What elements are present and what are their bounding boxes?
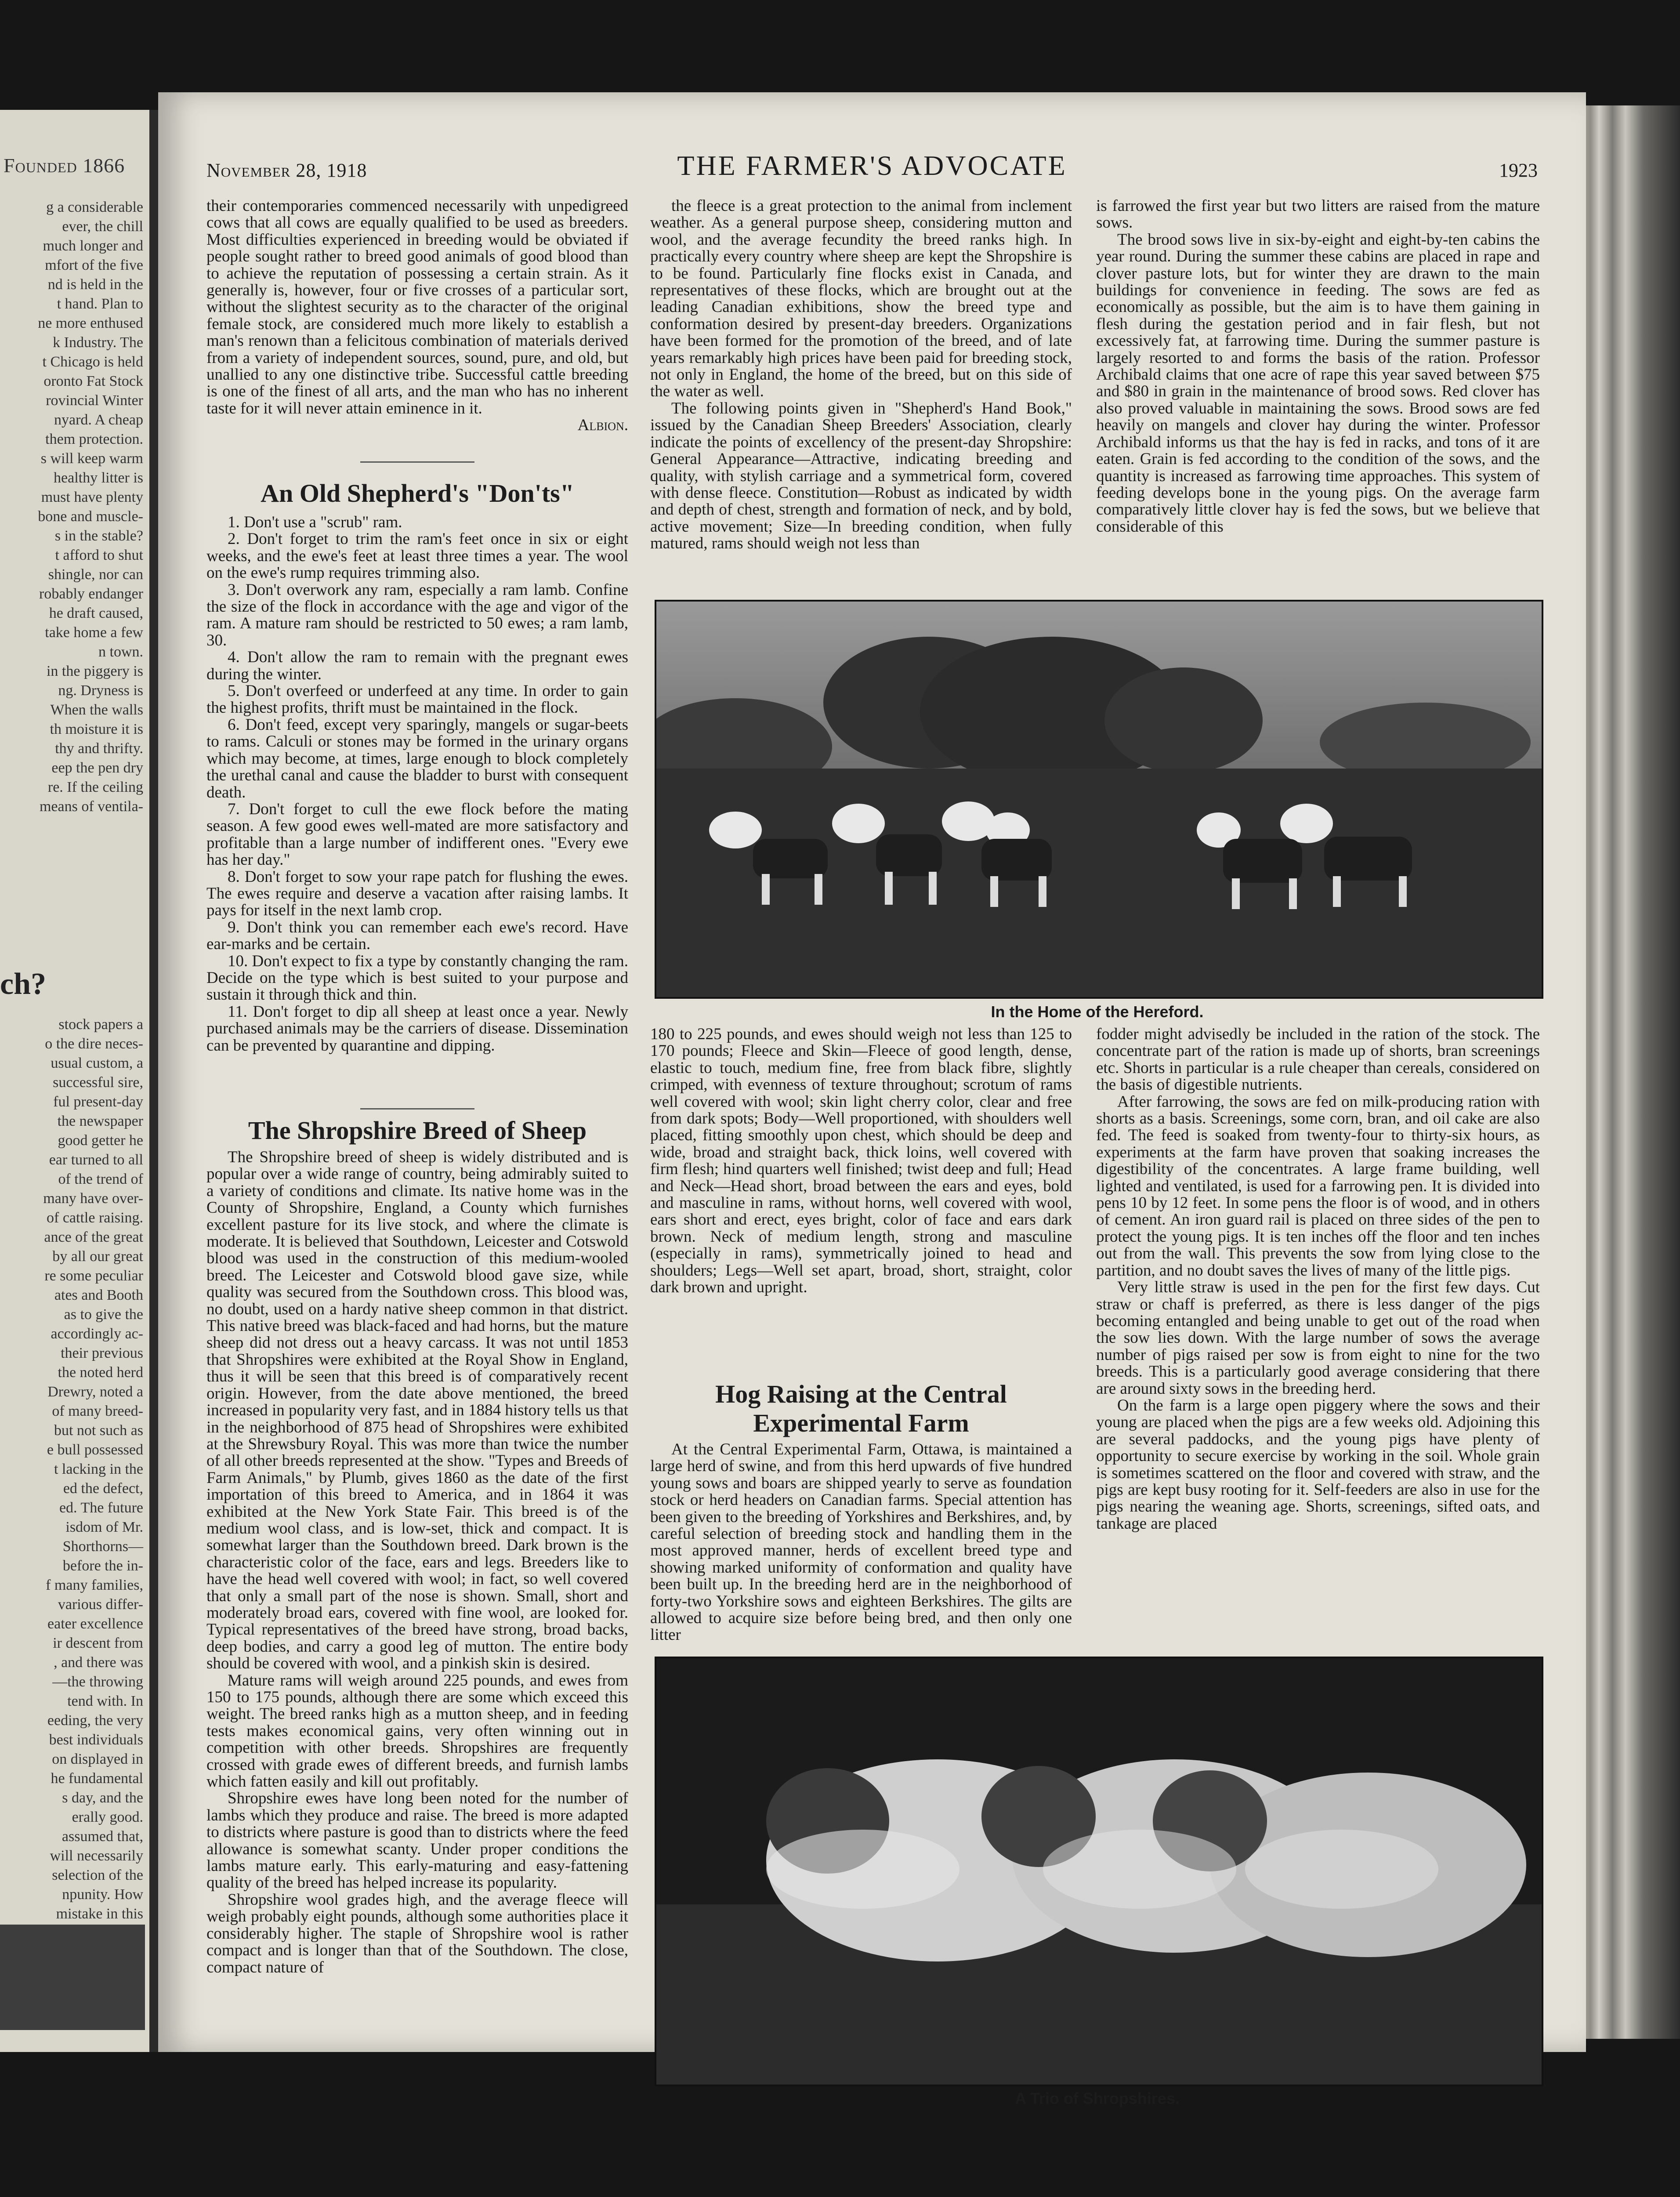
left-page-text-fragment: erally good.: [72, 1809, 143, 1825]
left-page-text-fragment: g a considerable: [46, 199, 143, 215]
column-2-paragraph: 180 to 225 pounds, and ewes should weigh not less than 125 to 170 pounds; Fleece and Skin—Fleece of good length, dense, elastic to touch, medium fine, free from black fibre, slightly crimped, with evenness of texture throughout; scrotum of rams well covered with wool; skin light cherry color, clear and free from dark spots; Body—Well proportioned, with shoulders well placed, fitting smoothly upon chest, which should be deep and wide, broad and straight back, thick loins, well covered with firm flesh; hind quarters well finished; twist deep and full; Head and Neck—Head short, broad between the ears and eyes, bold and masculine in rams, without horns, well covered with wool, ears short and erect, eyes bright, color of face and ears dark brown. Neck of medium length, strong and masculine (especially in rams), symmetrically joined to head and shoulders; Legs—Well set apart, broad, short, straight, color dark brown and upright.: [650, 1025, 1072, 1297]
left-page-text-fragment: will necessarily: [50, 1848, 143, 1864]
left-page-text-fragment: oronto Fat Stock: [43, 373, 143, 389]
column-2-top: [650, 198, 1072, 552]
running-header: [206, 149, 1538, 185]
left-page-heading: ch?: [0, 967, 46, 1001]
issue-date: November 28, 1918: [206, 160, 367, 181]
left-page-text-fragment: re. If the ceiling: [47, 779, 143, 795]
shropshire-paragraph: The Shropshire breed of sheep is widely distributed and is popular over a wide range of country, being admirably suited to a variety of conditions and climate. Its native home was in the County of Shropshire, England, a County which furnishes excellent pasture for its live stock, and where the climate is moderate. It is believed that Southdown, Leicester and Cotswold blood was used in the construction of this medium-wooled breed. The Leicester and Cotswold blood gave size, while quality was secured from the Southdown cross. This blood was, no doubt, used on a hardy native sheep common in that district. This native breed was black-faced and had horns, but the mature sheep did not dress out a heavy carcass. It was not until 1853 that Shropshires were exhibited at the Royal Show in England, thus it will be seen that this breed is of comparatively recent origin. However, from the date above mentioned, the breed increased in popularity very fast, and in 1884 history tells us that in the neighborhood of 875 head of Shropshires were exhibited at the Shrewsbury Royal. This was more than twice the number of all other breeds represented at the show. "Types and Breeds of Farm Animals," by Plumb, gives 1860 as the date of the first importation of this breed to America, and in 1864 it was exhibited at the New York State Fair. This breed is of the medium wool class, and is low-set, thick and compact. It is somewhat larger than the Southdown breed. Dark brown is the characteristic color of the face, ears and legs. Breeders like to have the head well covered with wool; in fact, so well covered that only a small part of the nose is shown. Small, short and moderately broad ears, covered with fine wool, are looked for. Typical representatives of the breed have strong, broad backs, deep bodies, and carry a good leg of mutton. The entire body should be covered with wool, and a pinkish skin is desired.: [206, 1148, 628, 1673]
left-page-text-fragment: eater excellence: [47, 1616, 143, 1632]
left-page-text-fragment: many have over-: [43, 1190, 143, 1207]
left-page-text-fragment: by all our great: [52, 1248, 143, 1265]
donts-list-item: 8. Don't forget to sow your rape patch for flushing the ewes. The ewes require and deserve a vacation after raising lambs. It pays for itself in the next lamb crop.: [206, 867, 628, 920]
left-page-text-fragment: nyard. A cheap: [54, 412, 143, 428]
left-page-text-fragment: he draft caused,: [49, 605, 143, 621]
hereford-photo-image: [656, 602, 1542, 997]
left-page-text-fragment: as to give the: [64, 1306, 143, 1323]
left-page-text-fragment: ir descent from: [53, 1635, 143, 1651]
donts-list: [206, 514, 628, 1054]
left-page-text-fragment: re some peculiar: [44, 1268, 143, 1284]
left-page-text-fragment: good getter he: [58, 1132, 143, 1149]
donts-heading: An Old Shepherd's "Don'ts": [261, 479, 574, 508]
column-3-middle: [1096, 1026, 1540, 1532]
left-page-text-fragment: —the throwing: [52, 1674, 143, 1690]
left-page-text-fragment: best individuals: [49, 1732, 143, 1748]
column-3-paragraph: The brood sows live in six-by-eight and eight-by-ten cabins the year round. During the summer these cabins are placed in rape and clover pasture lots, but for winter they are drawn to the main buildings for convenience in feeding. The sows are fed as economically as possible, but the aim is to have them gaining in flesh during the gestation period and in fair flesh, but not excessively fat, at farrowing time. During the summer pasture is largely resorted to and forms the basis of the ration. Professor Archibald claims that one acre of rape this year saved between $75 and $80 in grain in the maintenance of brood sows. Red clover has also proved valuable in maintaining the sows. Brood sows are fed heavily on mangels and clover hay during the winter. Professor Archibald informs us that the hay is fed in racks, and tons of it are eaten. Grain is fed according to the condition of the sows, and the quantity is increased as farrowing time approaches. This system of feeding develops bone in the young pigs. On the average farm comparatively little clover hay is fed the sows, but we believe that considerable of this: [1096, 230, 1540, 536]
left-page-text-fragment: ever, the chill: [62, 218, 143, 235]
donts-list-item: 4. Don't allow the ram to remain with the pregnant ewes during the winter.: [206, 648, 628, 683]
left-page-text-fragment: ed the defect,: [63, 1480, 143, 1497]
left-page-text-fragment: npunity. How: [62, 1886, 143, 1903]
left-facing-page: [0, 110, 160, 2052]
left-page-text-fragment: rovincial Winter: [46, 392, 143, 409]
left-page-text-fragment: n town.: [98, 644, 143, 660]
left-page-text-fragment: t hand. Plan to: [57, 296, 143, 312]
left-page-text-fragment: , and there was: [54, 1654, 143, 1671]
column-1-intro: [206, 198, 628, 434]
book-page-edges: [1577, 105, 1680, 2039]
shropshire-paragraph: Mature rams will weigh around 225 pounds, and ewes from 150 to 175 pounds, although there are some which exceed this weight. The breed ranks high as a mutton sheep, and in feeding tests makes economical gains, very often winning out in competition with other breeds. Shropshires are frequently crossed with grade ewes of different breeds, and furnish lambs which fatten easily and kill out profitably.: [206, 1671, 628, 1791]
left-page-text-fragment: ful present-day: [53, 1094, 143, 1110]
left-page-text-fragment: healthy litter is: [54, 470, 143, 486]
left-page-text-fragment: t afford to shut: [55, 547, 143, 563]
column-2-paragraph: The following points given in "Shepherd's Hand Book," issued by the Canadian Sheep Breeders' Association, clearly indicate the points of excellency of the present-day Shropshire: General Appearance—Attractive, indicating breeding and quality, with stylish carriage and a symmetrical form, covered with dense fleece. Constitution—Robust as indicated by width and depth of chest, strength and formation of neck, and by bold, active movement; Size—In breeding condition, when fully matured, rams should weigh not less than: [650, 399, 1072, 553]
column-3-paragraph: Very little straw is used in the pen for the first few days. Cut straw or chaff is preferred, as there is less danger of the pigs becoming entangled and being unable to get out of the road when the sow lies down. With the large number of sows the average number of pigs raised per sow is from eight to nine for the two breeds. This is a particularly good average considering that there are around sixty sows in the breeding herd.: [1096, 1278, 1540, 1398]
left-page-text-fragment: thy and thrifty.: [55, 740, 143, 757]
left-page-text-fragment: but not such as: [54, 1422, 143, 1439]
left-page-text-fragment: Shorthorns—: [62, 1538, 143, 1555]
left-page-text-fragment: bone and muscle-: [38, 508, 143, 525]
left-page-text-fragment: the newspaper: [57, 1113, 143, 1129]
column-3-paragraph: is farrowed the first year but two litters are raised from the mature sows.: [1096, 197, 1540, 232]
left-page-text-fragment: ne more enthused: [38, 315, 143, 331]
left-page-text-fragment: assumed that,: [62, 1828, 143, 1845]
left-page-text-fragment: shingle, nor can: [48, 566, 143, 583]
left-page-text-fragment: o the dire neces-: [45, 1036, 143, 1052]
left-page-text-fragment: of the trend of: [58, 1171, 143, 1187]
left-page-text-fragment: of cattle raising.: [47, 1210, 143, 1226]
donts-list-item: 5. Don't overfeed or underfeed at any time. In order to gain the highest profits, thrift must be maintained in the flock.: [206, 682, 628, 717]
left-page-text-fragment: f many families,: [46, 1577, 143, 1593]
left-page-text-fragment: means of ventila-: [39, 798, 143, 815]
column-3-top: [1096, 198, 1540, 535]
left-page-text-fragment: he fundamental: [51, 1770, 143, 1787]
signature: Albion.: [577, 416, 628, 435]
section-rule: [360, 461, 474, 463]
left-page-text-fragment: ed. The future: [59, 1500, 143, 1516]
left-page-photo: [0, 1925, 145, 2030]
donts-list-item: 3. Don't overwork any ram, especially a ram lamb. Confine the size of the flock in accordance with the age and vigor of the ram. A mature ram should be restricted to 50 ewes; a ram lamb, 30.: [206, 580, 628, 649]
left-page-text-fragment: nd is held in the: [47, 276, 143, 293]
hog-raising-paragraph: At the Central Experimental Farm, Ottawa, is maintained a large herd of swine, and from this herd upwards of five hundred young sows and boars are shipped yearly to serve as foundation stock or herd headers on Canadian farms. Special attention has been given to the breeding of Yorkshires and Berkshires, and, by careful selection of breeding stock and handling them in the most approved manner, herds of excellent breed type and showing marked uniformity of conformation and quality have been built up. In the breeding herd are in the neighborhood of forty-two Yorkshire sows and eighteen Berkshires. The gilts are allowed to acquire size before being bred, and then only one litter: [650, 1440, 1072, 1644]
left-page-text-fragment: s will keep warm: [40, 450, 143, 467]
hereford-photo: [655, 600, 1543, 999]
left-page-text-fragment: s in the stable?: [54, 528, 143, 544]
left-page-text-fragment: stock papers a: [58, 1016, 143, 1033]
left-page-text-fragment: k Industry. The: [53, 334, 143, 351]
hereford-photo-caption: In the Home of the Hereford.: [991, 1003, 1204, 1021]
donts-list-block: [206, 514, 628, 1054]
left-page-text-fragment: various differ-: [58, 1596, 143, 1613]
left-page-text-fragment: the noted herd: [58, 1364, 143, 1381]
donts-list-item: 10. Don't expect to fix a type by constantly changing the ram. Decide on the type which is best suited to your purpose and sustain it through thick and thin.: [206, 952, 628, 1004]
hog-raising-article: [650, 1441, 1072, 1644]
left-page-text-fragment: isdom of Mr.: [65, 1519, 143, 1535]
shropshire-paragraph: Shropshire ewes have long been noted for the number of lambs which they produce and raise. The breed is more adapted to districts where pasture is good than to districts where the feed allowance is somewhat scanty. Under proper conditions the lambs mature early. This early-maturing and easy-fattening quality of the breed has helped increase its popularity.: [206, 1789, 628, 1892]
shropshire-paragraph: Shropshire wool grades high, and the average fleece will weigh probably eight pounds, although some authorities place it considerably higher. The staple of Shropshire wool is rather compact and is longer than that of the Southdown. The close, compact nature of: [206, 1890, 628, 1976]
left-page-text-fragment: When the walls: [50, 702, 143, 718]
column-2-middle: [650, 1026, 1072, 1296]
hog-raising-heading: Hog Raising at the Central Experimental Farm: [715, 1380, 1007, 1437]
left-page-text-fragment: on displayed in: [52, 1751, 143, 1767]
left-page-text-fragment: e bull possessed: [47, 1442, 143, 1458]
left-page-text-fragment: take home a few: [45, 624, 143, 641]
left-page-text-fragment: tend with. In: [67, 1693, 143, 1709]
left-page-text-fragment: Drewry, noted a: [47, 1384, 143, 1400]
left-page-text-fragment: must have plenty: [41, 489, 143, 505]
left-page-header: Founded 1866: [4, 154, 125, 177]
donts-list-item: 2. Don't forget to trim the ram's feet once in six or eight weeks, and the ewe's feet at least three times a year. The wool on the ewe's rump requires trimming also.: [206, 530, 628, 582]
column-3-paragraph: After farrowing, the sows are fed on milk-producing ration with shorts as a basis. Screenings, some corn, bran, and oil cake are also fed. The feed is soaked from twenty-four to thirty-six hours, as experiments at the farm have proven that soaking increases the digestibility of the concentrates. A large frame building, well lighted and ventilated, is used for a farrowing pen. It is divided into pens 10 by 12 feet. In some pens the floor is of wood, and in others of cement. An iron guard rail is placed on three sides of the pen to protect the young pigs. It is ten inches off the floor and ten inches out from the wall. This prevents the sow from lying close to the partition, and no doubt saves the lives of many of the little pigs.: [1096, 1092, 1540, 1280]
left-page-text-fragment: of many breed-: [52, 1403, 143, 1419]
shropshires-photo-caption: A Trio of Shropshires.: [1015, 2089, 1180, 2107]
left-page-text-fragment: ng. Dryness is: [58, 682, 143, 699]
left-page-text-fragment: in the piggery is: [46, 663, 143, 679]
left-page-text-fragment: usual custom, a: [51, 1055, 143, 1071]
donts-list-item: 6. Don't feed, except very sparingly, mangels or sugar-beets to rams. Calculi or stones may be formed in the urinary organs which may become, at times, large enough to block completely the urethal canal and cause the bladder to burst with consequent death.: [206, 715, 628, 801]
left-page-text-fragment: ance of the great: [44, 1229, 143, 1245]
shropshire-article: [206, 1149, 628, 1976]
donts-list-item: 9. Don't think you can remember each ewe's record. Have ear-marks and be certain.: [206, 918, 628, 953]
left-page-text-fragment: eep the pen dry: [51, 760, 143, 776]
left-page-text-fragment: ear turned to all: [49, 1152, 143, 1168]
page-number: 1923: [1499, 160, 1538, 181]
left-page-text-fragment: before the in-: [62, 1558, 143, 1574]
left-page-text-fragment: mfort of the five: [45, 257, 143, 273]
left-page-text-fragment: mistake in this: [56, 1906, 143, 1922]
left-page-text-fragment: successful sire,: [53, 1074, 143, 1091]
column-3-paragraph: fodder might advisedly be included in the ration of the stock. The concentrate part of the ration is made up of shorts, bran screenings etc. Shorts in particular is a rule cheaper than cereals, considered on the basis of digestible nutrients.: [1096, 1025, 1540, 1094]
column-2-paragraph: the fleece is a great protection to the animal from inclement weather. As a general purpose sheep, considering mutton and wool, and the average fecundity the breed ranks high. In practically every country where sheep are kept the Shropshire is to be found. Particularly fine flocks exist in Canada, and representatives of these flocks, which are brought out at the leading Canadian exhibitions, show the breed type and conformation desired by present-day breeders. Organizations have been formed for the promotion of the breed, and of late years remarkably high prices have been paid for breeding stock, not only in England, the home of the breed, but on this side of the water as well.: [650, 197, 1072, 401]
shropshires-photo-image: [656, 1658, 1542, 2085]
intro-paragraph: their contemporaries commenced necessarily with unpedigreed cows that all cows are equally qualified to be used as breeders. Most difficulties experienced in breeding would be obviated if people sought rather to breed good animals of good blood than to achieve the reputation of possessing a certain strain. As it generally is, however, four or five crosses of a particular sort, without the slightest security as to the character of the original female stock, are considered much more likely to establish a man's renown than a felicitous combination of materials derived from a variety of independent sources, sound, pure, and old, but unallied to any one distinctive tribe. Successful cattle breeding is one of the finest of all arts, and the man who has no inherent taste for it will never attain eminence in it.: [206, 197, 628, 417]
left-page-text-fragment: eeding, the very: [47, 1712, 143, 1729]
left-page-text-fragment: much longer and: [43, 238, 143, 254]
left-page-text-fragment: th moisture it is: [50, 721, 143, 737]
shropshires-photo: [655, 1657, 1543, 2086]
left-page-text-fragment: them protection.: [45, 431, 143, 447]
left-page-text-fragment: selection of the: [52, 1867, 143, 1883]
shropshire-heading: The Shropshire Breed of Sheep: [248, 1116, 587, 1145]
left-page-text-fragment: their previous: [61, 1345, 143, 1361]
magazine-page: [158, 92, 1586, 2107]
left-page-text-fragment: s day, and the: [62, 1790, 143, 1806]
left-page-text-fragment: accordingly ac-: [51, 1326, 143, 1342]
donts-list-item: 1. Don't use a "scrub" ram.: [228, 513, 402, 531]
section-rule: [360, 1108, 474, 1109]
donts-list-item: 11. Don't forget to dip all sheep at least once a year. Newly purchased animals may be the carriers of disease. Dissemination can be prevented by quarantine and dipping.: [206, 1002, 628, 1055]
left-page-text-fragment: ates and Booth: [54, 1287, 143, 1303]
left-page-text-fragment: t lacking in the: [54, 1461, 143, 1477]
column-3-paragraph: On the farm is a large open piggery where the sows and their young are placed when the pigs are a few weeks old. Adjoining this are several paddocks, and the young pigs have plenty of opportunity to secure exercise by working in the soil. Whole grain is sometimes scattered on the floor and covered with straw, and the pigs are kept busy rooting for it. Self-feeders are also in use for the pigs nearing the weaning age. Shorts, screenings, sifted oats, and tankage are placed: [1096, 1396, 1540, 1533]
publication-title: THE FARMER'S ADVOCATE: [677, 150, 1067, 181]
donts-list-item: 7. Don't forget to cull the ewe flock before the mating season. A few good ewes well-mated are more satisfactory and profitable than a large number of indifferent ones. "Every ewe has her day.": [206, 800, 628, 869]
left-page-text-fragment: t Chicago is held: [42, 354, 143, 370]
left-page-text-fragment: robably endanger: [39, 586, 143, 602]
